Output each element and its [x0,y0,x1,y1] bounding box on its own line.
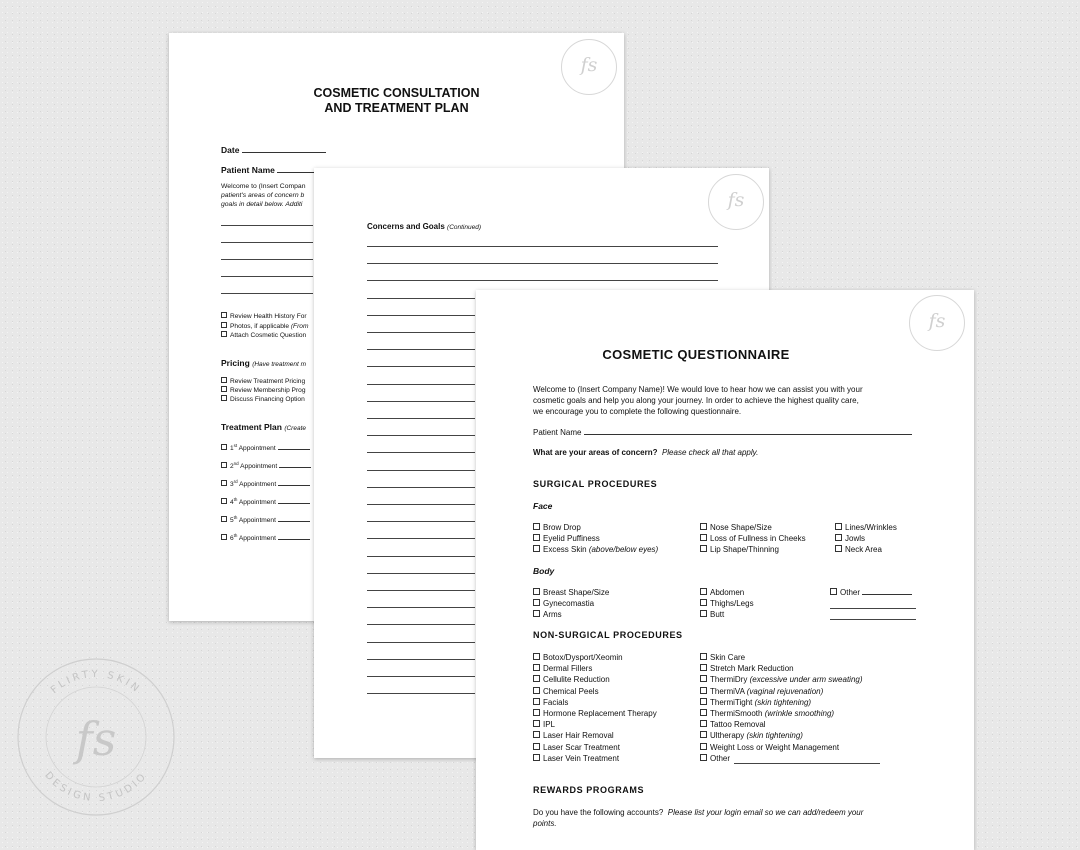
checkbox[interactable] [700,743,707,750]
checkbox[interactable] [533,687,540,694]
logo-initials-text: fs [75,712,117,766]
checkbox[interactable] [221,462,227,468]
nonsurgical-option[interactable]: ThermiVA (vaginal rejuvenation) [700,687,823,697]
welcome-line2: patient's areas of concern b [221,192,305,199]
nonsurgical-option[interactable]: Dermal Fillers [533,664,592,674]
other-line[interactable] [734,763,880,764]
checkbox[interactable] [700,731,707,738]
face-option[interactable]: Lip Shape/Thinning [700,545,779,555]
writing-line[interactable] [367,487,475,488]
flirty-skin-logo [14,655,178,819]
checkbox[interactable] [533,675,540,682]
nonsurgical-option[interactable]: Facials [533,698,568,708]
appointment-row[interactable]: 3rd Appointment [221,477,310,489]
writing-line[interactable] [367,470,475,471]
pricing-item[interactable]: Discuss Financing Option [221,395,305,404]
logo-ring-bottom-text: DESIGN STUDIO [42,770,150,805]
writing-line[interactable] [367,676,475,677]
checkbox[interactable] [533,588,540,595]
checkbox[interactable] [700,534,707,541]
body-option[interactable]: Butt [700,610,724,620]
concern-note: Please check all that apply. [661,448,759,457]
checkbox[interactable] [835,534,842,541]
checkbox[interactable] [533,664,540,671]
writing-line[interactable] [367,349,475,350]
logo-ring-top-text: FLIRTY SKIN [48,668,143,697]
nonsurgical-option[interactable]: ThermiSmooth (wrinkle smoothing) [700,709,834,719]
rewards-question: Do you have the following accounts? Please list your login email so we can add/redeem your points. [533,808,864,828]
body-option[interactable]: Thighs/Legs [700,599,754,609]
writing-line[interactable] [367,556,475,557]
checkbox[interactable] [835,545,842,552]
writing-line[interactable] [367,418,475,419]
date-label: Date [221,145,240,155]
writing-line[interactable] [367,590,475,591]
face-option[interactable]: Excess Skin (above/below eyes) [533,545,658,555]
nonsurgical-option[interactable]: Stretch Mark Reduction [700,664,794,674]
welcome-line3: goals in detail below. Additi [221,201,303,208]
checkbox[interactable] [533,599,540,606]
face-option[interactable]: Eyelid Puffiness [533,534,600,544]
writing-line[interactable] [367,280,718,281]
checkbox[interactable] [221,322,227,328]
questionnaire-title: COSMETIC QUESTIONNAIRE [602,347,790,362]
face-option[interactable]: Nose Shape/Size [700,523,772,533]
writing-line[interactable] [367,263,718,264]
checklist-item[interactable]: Photos, if applicable (From [221,322,308,331]
writing-line[interactable] [367,573,475,574]
face-option[interactable]: Loss of Fullness in Cheeks [700,534,806,544]
writing-line[interactable] [367,384,475,385]
body-option[interactable]: Abdomen [700,588,744,598]
writing-line[interactable] [367,315,475,316]
body-label: Body [533,566,555,576]
body-option[interactable]: Breast Shape/Size [533,588,609,598]
writing-line[interactable] [367,504,475,505]
appointment-row[interactable]: 6th Appointment [221,531,310,543]
page1-welcome [221,182,306,209]
checkbox[interactable] [700,599,707,606]
face-option[interactable]: Jowls [835,534,865,544]
checkbox[interactable] [700,523,707,530]
treatment-plan-heading: Treatment Plan (Create [221,422,306,432]
face-option[interactable]: Brow Drop [533,523,581,533]
checkbox[interactable] [835,523,842,530]
rewards-heading: REWARDS PROGRAMS [533,785,645,795]
checkbox[interactable] [221,498,227,504]
checkbox[interactable] [221,516,227,522]
writing-line[interactable] [367,246,718,247]
checkbox[interactable] [700,698,707,705]
nonsurgical-option[interactable]: IPL [533,720,555,730]
patient-name-field[interactable] [533,427,912,438]
writing-line[interactable] [367,538,475,539]
concerns-heading: Concerns and Goals (Continued) [367,222,481,231]
nonsurgical-option[interactable]: Ultherapy (skin tightening) [700,731,803,741]
body-option[interactable]: Gynecomastia [533,599,594,609]
nonsurgical-option[interactable]: Laser Hair Removal [533,731,614,741]
watermark-logo-icon: fs [561,39,617,95]
checkbox[interactable] [533,743,540,750]
checkbox[interactable] [533,731,540,738]
nonsurgical-option[interactable]: Chemical Peels [533,687,599,697]
other-line[interactable] [830,619,916,620]
patient-name-line[interactable] [584,434,912,435]
notes-line [221,259,313,260]
nonsurgical-option[interactable]: Skin Care [700,653,745,663]
checkbox[interactable] [221,312,227,318]
writing-line[interactable] [367,607,475,608]
writing-line[interactable] [367,366,475,367]
nonsurgical-heading: NON-SURGICAL PROCEDURES [533,630,683,640]
checkbox[interactable] [700,720,707,727]
writing-line[interactable] [367,624,475,625]
patient-name-label: Patient Name [221,165,275,175]
writing-line[interactable] [367,401,475,402]
appointment-row[interactable]: 2nd Appointment [221,459,311,471]
checkbox[interactable] [221,480,227,486]
nonsurgical-option[interactable]: Other [700,754,730,764]
notes-line [221,293,313,294]
checkbox[interactable] [700,653,707,660]
pricing-item[interactable]: Review Treatment Pricing [221,377,305,386]
checkbox[interactable] [700,610,707,617]
welcome-line1: Welcome to (Insert Compan [221,183,306,190]
writing-line[interactable] [367,452,475,453]
writing-line[interactable] [367,693,475,694]
other-line[interactable] [862,594,912,595]
watermark-logo-icon: fs [708,174,764,230]
checkbox[interactable] [533,709,540,716]
nonsurgical-option[interactable]: ThermiDry (excessive under arm sweating) [700,675,863,685]
checkbox[interactable] [221,444,227,450]
writing-line[interactable] [367,659,475,660]
appointment-row[interactable]: 1st Appointment [221,441,310,453]
nonsurgical-option[interactable]: Hormone Replacement Therapy [533,709,657,719]
writing-line[interactable] [367,435,475,436]
appointment-row[interactable]: 5th Appointment [221,513,310,525]
notes-line [221,276,313,277]
notes-line [221,242,313,243]
writing-line[interactable] [367,521,475,522]
face-option[interactable]: Neck Area [835,545,882,555]
other-line[interactable] [830,608,916,609]
nonsurgical-option[interactable]: Weight Loss or Weight Management [700,743,839,753]
surgical-heading: SURGICAL PROCEDURES [533,479,658,489]
checkbox[interactable] [700,545,707,552]
nonsurgical-option[interactable]: Botox/Dysport/Xeomin [533,653,623,663]
pricing-note: (Have treatment m [252,361,307,368]
checkbox[interactable] [533,534,540,541]
checkbox[interactable] [533,698,540,705]
checkbox[interactable] [533,610,540,617]
checkbox[interactable] [700,675,707,682]
checkbox[interactable] [533,545,540,552]
writing-line[interactable] [367,642,475,643]
checkbox[interactable] [700,664,707,671]
plan-note: (Create [284,425,306,432]
patient-name-label: Patient Name [533,428,582,437]
checkbox[interactable] [700,588,707,595]
checkbox[interactable] [221,377,227,383]
checklist-item[interactable]: Review Health History For [221,312,307,321]
checkbox[interactable] [533,720,540,727]
nonsurgical-option[interactable]: ThermiTight (skin tightening) [700,698,811,708]
checkbox[interactable] [533,653,540,660]
questionnaire-page [476,290,974,850]
photos-note: (From [290,323,309,330]
face-label: Face [533,501,553,511]
concern-question: What are your areas of concern? Please check all that apply. [533,448,759,457]
checkbox[interactable] [221,395,227,401]
checkbox[interactable] [221,386,227,392]
checkbox[interactable] [830,588,837,595]
checkbox[interactable] [700,754,707,761]
writing-line[interactable] [367,332,475,333]
pricing-heading: Pricing (Have treatment m [221,358,307,368]
checkbox[interactable] [533,754,540,761]
checkbox[interactable] [700,709,707,716]
checkbox[interactable] [221,331,227,337]
questionnaire-intro: Welcome to (Insert Company Name)! We would love to hear how we can assist you with your cosmetic goals and help you along your journey. In order to achieve the highest quality care, we encourage you to complete the following questionnaire. [533,385,863,416]
writing-line[interactable] [367,298,475,299]
checkbox[interactable] [700,687,707,694]
checklist-item[interactable]: Attach Cosmetic Question [221,331,306,340]
date-field [221,145,326,155]
page1-title [169,86,624,116]
notes-line [221,225,313,226]
watermark-logo-icon: fs [909,295,965,351]
body-other-option[interactable]: Other [830,588,912,598]
nonsurgical-option[interactable]: Cellulite Reduction [533,675,610,685]
date-line [242,152,326,153]
pricing-item[interactable]: Review Membership Prog [221,386,306,395]
nonsurgical-option[interactable]: Tattoo Removal [700,720,766,730]
nonsurgical-option[interactable]: Laser Vein Treatment [533,754,619,764]
continued-note: (Continued) [447,224,481,231]
appointment-row[interactable]: 4th Appointment [221,495,310,507]
page1-title-line1: COSMETIC CONSULTATION [313,86,480,100]
body-option[interactable]: Arms [533,610,562,620]
checkbox[interactable] [221,534,227,540]
checkbox[interactable] [533,523,540,530]
nonsurgical-option[interactable]: Laser Scar Treatment [533,743,620,753]
face-option[interactable]: Lines/Wrinkles [835,523,897,533]
page1-title-line2: AND TREATMENT PLAN [324,101,469,115]
